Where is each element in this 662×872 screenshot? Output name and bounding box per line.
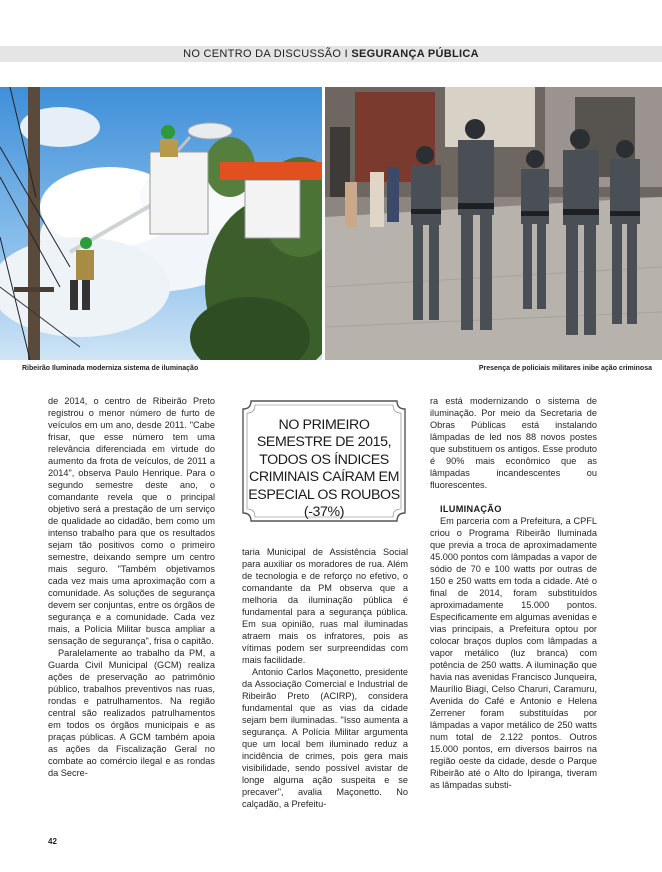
pull-quote-text: NO PRIMEIRO SEMESTRE DE 2015, TODOS OS ÍNDICES CRIMINAIS CAÍRAM EM ESPECIAL OS ROUBOS (-37%) — [248, 417, 400, 521]
page-number: 42 — [48, 837, 57, 846]
pull-quote — [241, 399, 407, 523]
photo-military-police — [325, 87, 662, 360]
column2-paragraph-2: Antonio Carlos Maçonetto, presidente da Associação Comercial e Industrial de Ribeirão Preto (ACIRP), considera fundamental que as vias da cidade sejam bem iluminadas. "Isso aumenta a segurança. A Polícia Militar argumenta que um local bem iluminado reduz a incidência de crimes, pois gera mais visibilidade, sendo possível avistar de longe alguma ação suspeita e se precaver", avalia Maçonetto. No calçadão, a Prefeitu- — [242, 667, 408, 810]
section-topic: SEGURANÇA PÚBLICA — [351, 48, 479, 60]
section-name: NO CENTRO DA DISCUSSÃO — [183, 48, 342, 60]
header-separator: I — [341, 48, 352, 60]
article-column-1 — [48, 395, 215, 780]
photo-lighting-workers — [0, 87, 322, 360]
section-subheading: ILUMINAÇÃO — [440, 504, 502, 515]
column1-paragraph-2: Paralelamente ao trabalho da PM, a Guarda Civil Municipal (GCM) realiza ações de preservação ao patrimônio público, trabalhos preventivos nas ruas, rondas e patrulhamentos. Na região central são realizados patrulhamentos em todos os órgãos municipais e as praças públicas. A GCM também apoia as ações da Fiscalização Geral no combate ao comércio ilegal e as rondas da Secre- — [48, 648, 215, 779]
column3-paragraph-1: ra está modernizando o sistema de iluminação. Por meio da Secretaria de Obras Públicas está instalando lâmpadas de led nos 88 novos postes que substituem os antigos. Esse produto é 90% mais econômico que as lâmpadas incandescentes ou fluorescentes. — [430, 396, 597, 491]
photo-caption-left: Ribeirão Iluminada moderniza sistema de iluminação — [22, 365, 199, 372]
column1-paragraph-1: de 2014, o centro de Ribeirão Preto registrou o menor número de furto de veículos em um ano, desde 2011. "Cabe frisar, que esse número tem uma relevância diferenciada em virtude do aumento da frota de veículos, de 2011 a 2014", observa Paulo Henrique. Para o segundo semestre deste ano, o comandante revela que o principal objetivo será a prestação de um serviço de qualidade ao cidadão, bem como um intenso trabalho para que os resultados sejam tão positivos como o primeiro semestre, deixando sempre um centro mais seguro. "Também objetivamos cada vez mais uma aproximação com a comunidade. As soluções de segurança devem ser conjuntas, entre os órgãos de segurança e a comunidade. Cada vez mais, a Polícia Militar busca ampliar a sensação de segurança", frisa o capitão. — [48, 396, 215, 647]
article-column-2 — [242, 546, 408, 810]
column2-paragraph-1: taria Municipal de Assistência Social para auxiliar os moradores de rua. Além de tecnologia e de reforço no efetivo, o comandante da PM observa que a melhoria da iluminação pública é fundamental para a segurança pública. Em sua opinião, ruas mal iluminadas atraem mais os infratores, pois as vítimas podem ser surpreendidas com mais facilidade. — [242, 547, 408, 666]
section-header — [0, 46, 662, 62]
column3-paragraph-2: Em parceria com a Prefeitura, a CPFL criou o Programa Ribeirão Iluminada que previa a troca de aproximadamente 45.000 pontos com lâmpadas a vapor de sódio de 70 e 100 watts por outras de 150 e 250 watts em toda a cidade. Até o final de 2014, foram substituídos aproximadamente 15.000 pontos. Especificamente em algumas avenidas e vias principais, a Prefeitura optou por colocar braços duplos com lâmpadas a vapor metálico (luz branca) com potência de 250 watts. A iluminação que havia nas avenidas Francisco Junqueira, Maurílio Biagi, Celso Charuri, Caramuru, Avenida do Café e Antonio e Helena Zerrener foram substituídas por lâmpadas a vapor metálico de 250 watts num total de 2.122 pontos. Outros 15.000 pontos, em diversos bairros na região oeste da cidade, desde o Parque Ribeirão até o Alto do Ipiranga, tiveram as lâmpadas substi- — [430, 516, 597, 791]
photo-caption-right: Presença de policiais militares inibe ação criminosa — [478, 365, 652, 372]
article-column-3 — [430, 395, 597, 792]
